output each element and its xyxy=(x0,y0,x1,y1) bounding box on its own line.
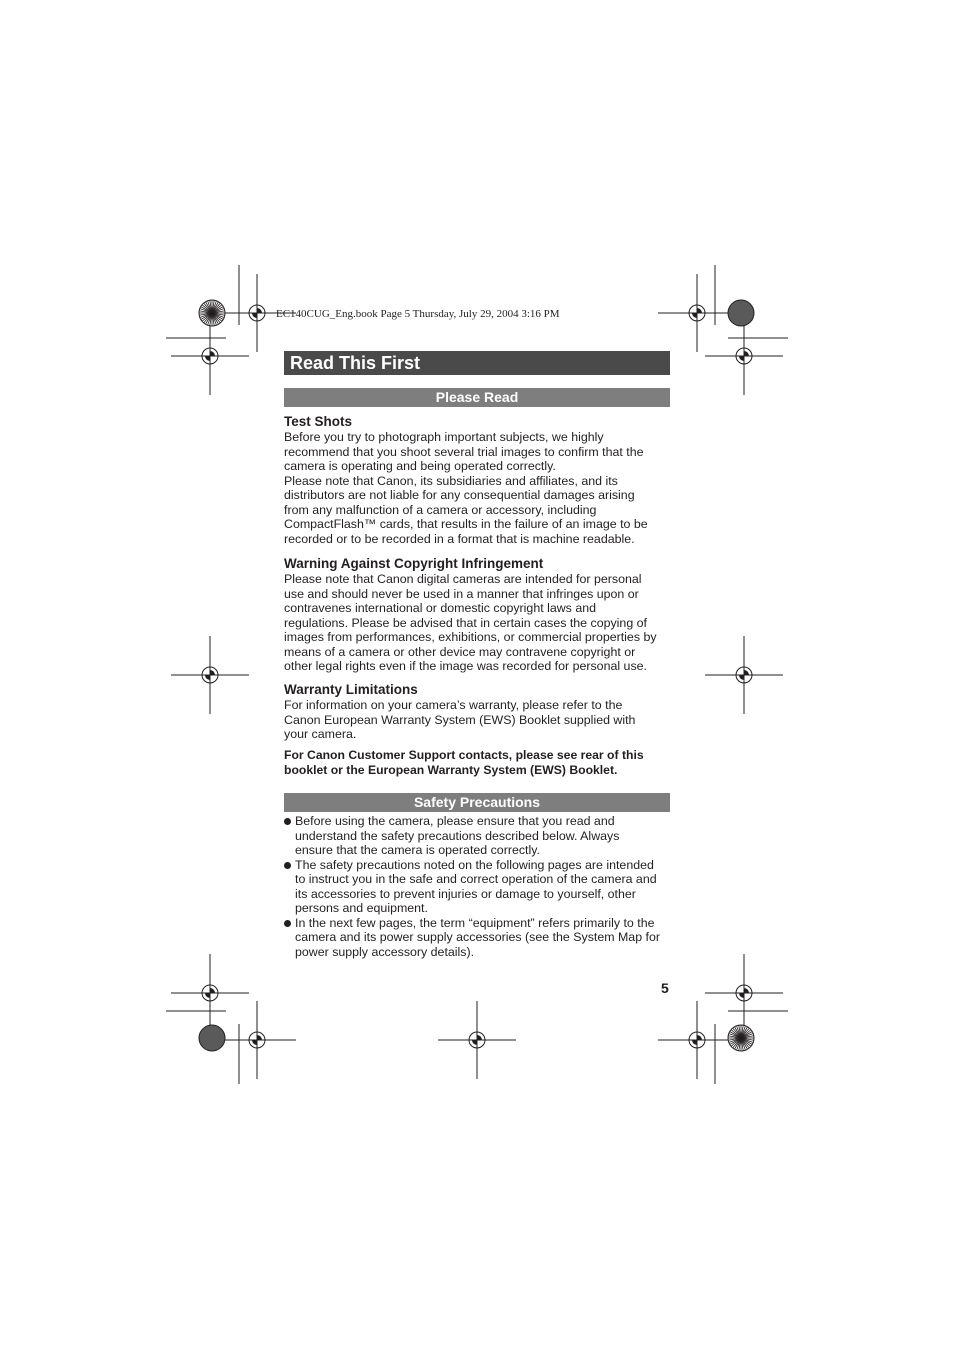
text-line: Please note that Canon, its subsidiaries and affiliates, and its xyxy=(284,473,618,488)
text-line: In the next few pages, the term “equipment” refers primarily to the xyxy=(295,915,655,930)
bullet-icon xyxy=(284,818,291,825)
color-patch-icon xyxy=(199,1025,225,1051)
text-line: distributors are not liable for any consequential damages arising xyxy=(284,488,635,502)
text-line: The safety precautions noted on the following pages are intended xyxy=(295,857,654,872)
registration-mark-icon xyxy=(705,954,783,1032)
notice-line: For Canon Customer Support contacts, please see rear of this xyxy=(284,748,644,762)
safety-list xyxy=(284,814,674,959)
section-heading: Warning Against Copyright Infringement xyxy=(284,556,544,571)
registration-mark-icon xyxy=(705,317,783,395)
text-line: contravenes international or domestic copyright laws and xyxy=(284,601,596,615)
text-line: persons and equipment. xyxy=(295,901,428,915)
text-line: recorded or to be recorded in a format that is machine readable. xyxy=(284,531,635,546)
registration-mark-icon xyxy=(438,1001,516,1079)
starburst-icon xyxy=(199,300,225,326)
print-header: EC140CUG_Eng.book Page 5 Thursday, July 29, 2004 3:16 PM xyxy=(276,308,560,320)
page-title: Read This First xyxy=(284,351,670,375)
text-line: other legal rights even if the image was recorded for personal use. xyxy=(284,659,647,673)
text-line: use and should never be used in a manner that infringes upon or xyxy=(284,586,639,601)
test-shots-section xyxy=(284,414,674,546)
text-line: means of a camera or other device may contravene copyright or xyxy=(284,644,636,659)
registration-mark-icon xyxy=(658,1001,736,1079)
text-line: Before you try to photograph important subjects, we highly xyxy=(284,430,604,444)
bullet-icon xyxy=(284,920,291,927)
text-line: understand the safety precautions described below. Always xyxy=(295,828,620,843)
text-line: from any malfunction of a camera or accessory, including xyxy=(284,502,597,517)
registration-mark-icon xyxy=(705,636,783,714)
support-notice xyxy=(284,748,674,777)
registration-mark-icon xyxy=(171,636,249,714)
safety-precautions-heading: Safety Precautions xyxy=(284,793,670,812)
list-item xyxy=(284,858,674,916)
text-line: regulations. Please be advised that in certain cases the copying of xyxy=(284,615,647,630)
registration-mark-icon xyxy=(171,954,249,1032)
copyright-section xyxy=(284,556,674,674)
registration-mark-icon xyxy=(658,274,736,352)
text-line: camera is operating and being operated correctly. xyxy=(284,459,556,473)
section-heading: Test Shots xyxy=(284,414,353,429)
list-item xyxy=(284,814,674,858)
starburst-icon xyxy=(728,1025,754,1051)
text-line: CompactFlash™ cards, that results in the failure of an image to be xyxy=(284,517,648,531)
text-line: power supply accessory details). xyxy=(295,944,475,959)
text-line: your camera. xyxy=(284,727,357,741)
list-item xyxy=(284,916,674,960)
text-line: its accessories to prevent injuries or damage to yourself, other xyxy=(295,886,636,901)
color-patch-icon xyxy=(728,300,754,326)
text-line: Canon European Warranty System (EWS) Booklet supplied with xyxy=(284,712,636,727)
text-line: ensure that the camera is operated correctly. xyxy=(295,843,540,857)
text-line: images from performances, exhibitions, or commercial properties by xyxy=(284,630,657,644)
warranty-section xyxy=(284,682,674,742)
text-line: recommend that you shoot several trial images to confirm that the xyxy=(284,444,644,459)
registration-mark-icon xyxy=(218,1001,296,1079)
text-line: to instruct you in the safe and correct operation of the camera and xyxy=(295,872,657,886)
text-line: Please note that Canon digital cameras are intended for personal xyxy=(284,572,642,586)
please-read-heading: Please Read xyxy=(284,388,670,407)
notice-line: booklet or the European Warranty System (EWS) Booklet. xyxy=(284,762,618,777)
section-heading: Warranty Limitations xyxy=(284,682,418,697)
page-number: 5 xyxy=(661,980,669,996)
registration-mark-icon xyxy=(171,317,249,395)
text-line: camera and its power supply accessories (see the System Map for xyxy=(295,930,660,944)
bullet-icon xyxy=(284,862,291,869)
text-line: Before using the camera, please ensure that you read and xyxy=(295,814,615,828)
text-line: For information on your camera’s warranty, please refer to the xyxy=(284,698,623,712)
